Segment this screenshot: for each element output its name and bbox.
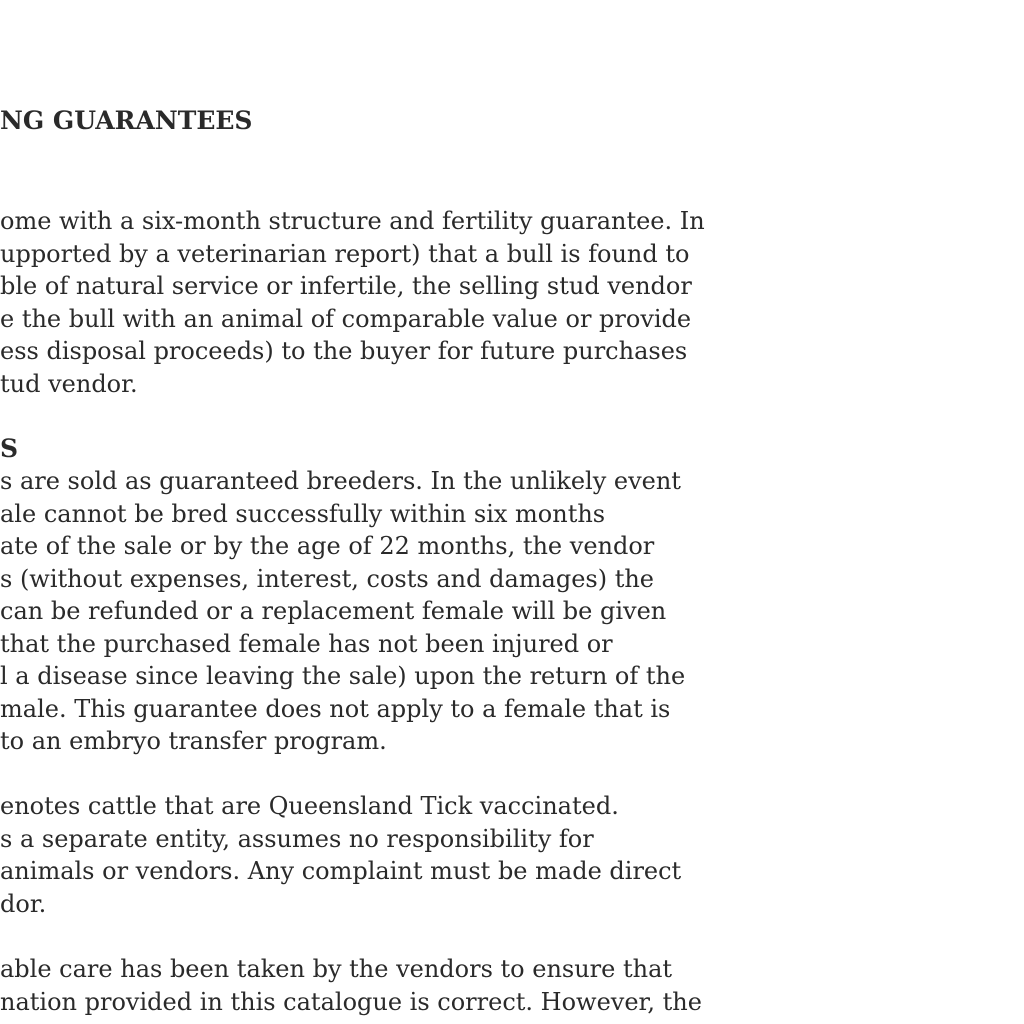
bull-guarantee-paragraph <box>0 205 705 400</box>
text-line: nation provided in this catalogue is correct. However, the <box>0 987 702 1016</box>
text-line: ble of natural service or infertile, the selling stud vendor <box>0 272 692 300</box>
female-guarantee-paragraph <box>0 465 685 758</box>
section-heading: NG GUARANTEES <box>0 106 253 135</box>
text-line: s (without expenses, interest, costs and damages) the <box>0 564 655 593</box>
text-line: ess disposal proceeds) to the buyer for future purchases <box>0 337 688 365</box>
text-line: l a disease since leaving the sale) upon the return of the <box>0 662 686 690</box>
text-line: s are sold as guaranteed breeders. In the unlikely event <box>0 467 681 495</box>
females-subheading: S <box>0 434 19 463</box>
text-line: animals or vendors. Any complaint must be made direct <box>0 857 682 885</box>
text-line: ate of the sale or by the age of 22 months, the vendor <box>0 532 655 560</box>
text-line: tud vendor. <box>0 369 138 398</box>
text-line: ome with a six-month structure and fertility guarantee. In <box>0 207 705 235</box>
text-line: dor. <box>0 889 47 918</box>
text-line: e the bull with an animal of comparable value or provide <box>0 304 692 333</box>
text-line: able care has been taken by the vendors to ensure that <box>0 955 673 983</box>
tick-vaccination-paragraph <box>0 790 681 920</box>
text-line: to an embryo transfer program. <box>0 727 387 755</box>
disclaimer-paragraph <box>0 953 702 1018</box>
text-line: that the purchased female has not been injured or <box>0 629 613 658</box>
text-line: upported by a veterinarian report) that a bull is found to <box>0 239 690 268</box>
text-line: s a separate entity, assumes no responsibility for <box>0 824 594 853</box>
text-line: enotes cattle that are Queensland Tick vaccinated. <box>0 792 619 820</box>
text-line: ale cannot be bred successfully within six months <box>0 499 606 528</box>
text-line: male. This guarantee does not apply to a female that is <box>0 694 671 723</box>
text-line: can be refunded or a replacement female will be given <box>0 597 667 625</box>
